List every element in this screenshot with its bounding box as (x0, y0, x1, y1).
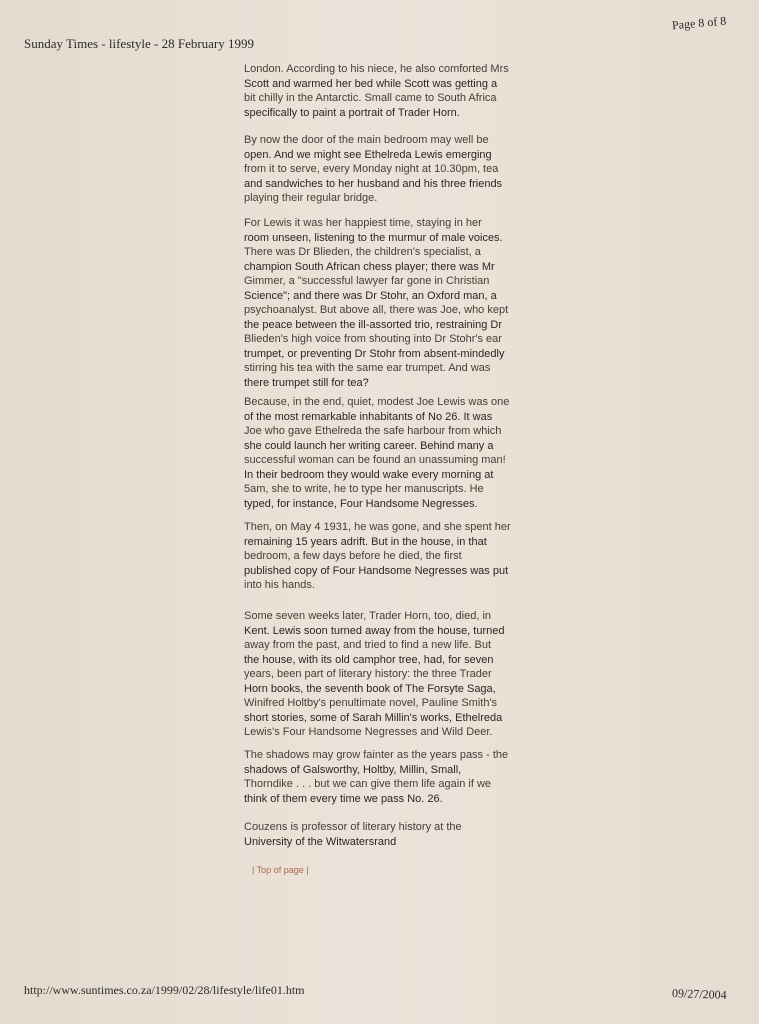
paragraph-line: Lewis's Four Handsome Negresses and Wild Deer. (244, 726, 493, 738)
document-title: Sunday Times - lifestyle - 28 February 1999 (24, 36, 255, 51)
paragraph-line: There was Dr Blieden, the children's specialist, a (244, 246, 481, 258)
paragraph-line: Couzens is professor of literary history at the (244, 821, 462, 833)
paragraph-line: For Lewis it was her happiest time, staying in her (244, 217, 482, 229)
paragraph-line: typed, for instance, Four Handsome Negresses. (244, 497, 478, 510)
paragraph-line: bit chilly in the Antarctic. Small came to South Africa (244, 92, 497, 104)
paragraph-line: psychoanalyst. But above all, there was Joe, who kept (244, 304, 509, 316)
paragraph-line: successful woman can be found an unassuming man! (244, 454, 506, 466)
article-paragraph (244, 520, 544, 593)
paragraph-line: bedroom, a few days before he died, the first (244, 550, 462, 562)
paragraph-line: Scott and warmed her bed while Scott was getting a (244, 77, 498, 90)
paragraph-line: away from the past, and tried to find a new life. But (244, 639, 492, 651)
paragraph-line: stirring his tea with the same ear trumpet. And was (244, 362, 491, 374)
paragraph-line: champion South African chess player; there was Mr (244, 260, 495, 273)
paragraph-line: 5am, she to write, he to type her manuscripts. He (244, 483, 484, 495)
paragraph-line: of the most remarkable inhabitants of No 26. It was (244, 410, 493, 423)
paragraph-line: Then, on May 4 1931, he was gone, and she spent her (244, 521, 511, 533)
article-paragraph (244, 609, 544, 740)
article-paragraph (244, 748, 544, 806)
paragraph-line: there trumpet still for tea? (244, 376, 369, 389)
paragraph-line: Because, in the end, quiet, modest Joe Lewis was one (244, 396, 510, 408)
paragraph-line: open. And we might see Ethelreda Lewis emerging (244, 148, 492, 161)
paragraph-line: published copy of Four Handsome Negresses was put (244, 564, 509, 577)
paragraph-line: Winifred Holtby's penultimate novel, Pauline Smith's (244, 697, 498, 709)
paragraph-line: Blieden's high voice from shouting into Dr Stohr's ear (244, 333, 502, 345)
paragraph-line: she could launch her writing career. Behind many a (244, 439, 494, 452)
paragraph-line: University of the Witwatersrand (244, 835, 397, 848)
article-paragraph (244, 62, 544, 120)
paragraph-line: Some seven weeks later, Trader Horn, too, died, in (244, 610, 492, 622)
paragraph-line: Science"; and there was Dr Stohr, an Oxford man, a (244, 289, 497, 302)
paragraph-line: Kent. Lewis soon turned away from the house, turned (244, 624, 505, 637)
paragraph-line: into his hands. (244, 579, 315, 591)
paragraph-line: room unseen, listening to the murmur of male voices. (244, 231, 503, 244)
paragraph-line: playing their regular bridge. (244, 192, 378, 204)
source-url: http://www.suntimes.co.za/1999/02/28/lifestyle/life01.htm (24, 983, 305, 997)
paragraph-line: London. According to his niece, he also comforted Mrs (244, 63, 509, 75)
paragraph-line: Joe who gave Ethelreda the safe harbour from which (244, 425, 502, 437)
article-paragraph (244, 216, 544, 390)
paragraph-line: the house, with its old camphor tree, had, for seven (244, 653, 494, 666)
top-of-page-link[interactable] (252, 865, 309, 875)
paragraph-line: Thorndike . . . but we can give them life again if we (244, 778, 492, 790)
paragraph-line: the peace between the ill-assorted trio, restraining Dr (244, 318, 503, 331)
paragraph-line: In their bedroom they would wake every morning at (244, 468, 494, 481)
page-number: Page 8 of 8 (671, 13, 727, 33)
paragraph-line: specifically to paint a portrait of Trader Horn. (244, 106, 460, 119)
paragraph-line: Gimmer, a "successful lawyer far gone in Christian (244, 275, 490, 287)
article-paragraph (244, 395, 544, 511)
paragraph-line: think of them every time we pass No. 26. (244, 792, 443, 805)
top-of-page-anchor[interactable]: | Top of page | (252, 865, 309, 875)
paragraph-line: The shadows may grow fainter as the years pass - the (244, 749, 509, 761)
paragraph-line: trumpet, or preventing Dr Stohr from absent-mindedly (244, 347, 505, 360)
paragraph-line: short stories, some of Sarah Millin's works, Ethelreda (244, 711, 503, 724)
paragraph-line: years, been part of literary history: the three Trader (244, 668, 492, 680)
paragraph-line: and sandwiches to her husband and his three friends (244, 177, 503, 190)
paragraph-line: remaining 15 years adrift. But in the house, in that (244, 535, 487, 548)
print-date: 09/27/2004 (671, 986, 727, 1002)
paragraph-line: Horn books, the seventh book of The Forsyte Saga, (244, 682, 496, 695)
article-paragraph (244, 133, 544, 206)
paragraph-line: shadows of Galsworthy, Holtby, Millin, Small, (244, 763, 462, 776)
article-paragraph (244, 820, 544, 849)
paragraph-line: By now the door of the main bedroom may well be (244, 134, 489, 146)
paragraph-line: from it to serve, every Monday night at 10.30pm, tea (244, 163, 499, 175)
